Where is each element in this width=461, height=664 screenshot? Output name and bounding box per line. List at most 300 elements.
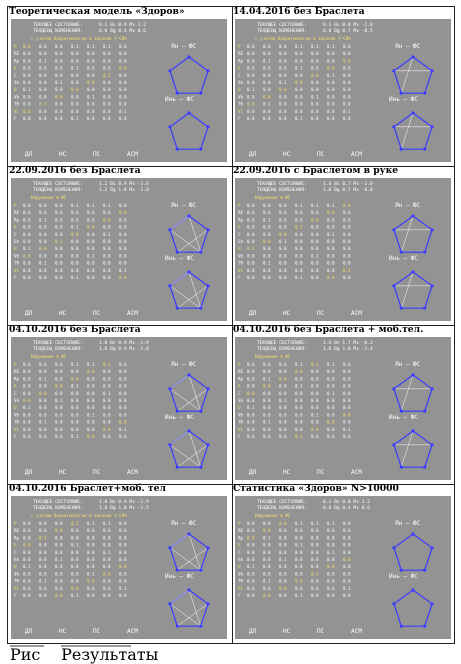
table-cell: 0.1 [71,521,79,526]
yan-pentagon [392,55,433,94]
table-cell: 0.0 [279,369,287,375]
table-cell: 0.0 [87,398,95,403]
table-cell: 0.1 [295,203,303,208]
table-cell: 0.0 [23,383,31,389]
table-cell: 0.0 [87,578,95,584]
table-cell: 0.0 [327,434,335,439]
table-cell: 0.0 [295,246,303,252]
table-cell: 0.1 [103,72,111,78]
table-cell: 0.0 [295,571,303,577]
table-cell: 0.0 [87,72,95,78]
table-cell: 0.0 [343,210,351,216]
table-cell: 0.1 [71,275,79,280]
table-cell: 0.0 [343,224,351,230]
cell-title: 22.09.2016 без Браслета [9,165,141,176]
table-cell: 0.0 [311,72,319,78]
table-cell: 0.1 [39,578,47,584]
table-cell: 0.0 [119,275,127,280]
table-cell: 0.1 [295,116,303,121]
table-cell: 0.0 [39,405,47,411]
table-cell: 0.0 [343,80,351,85]
cell-title: Теоретическая модель «Здоров» [9,6,185,17]
table-cell: 0.0 [71,58,79,64]
yan-pentagon [168,55,209,94]
table-cell: 0.0 [87,390,95,396]
table-cell: 0.0 [23,101,31,107]
table-cell: 0.1 [247,564,255,570]
table-cell: 0.0 [87,593,95,598]
yan-pentagon [168,373,209,412]
table-cell: 0.0 [247,210,255,216]
table-cell: 0.0 [247,267,255,273]
table-cell: 0.0 [343,51,351,57]
table-cell: 0.0 [247,535,255,541]
trend-value: 1.0 Bg 1.0 Mx -1.5 [99,506,149,511]
table-cell: 0.0 [343,578,351,584]
table-cell: 0.1 [327,44,335,49]
diagnostic-screen [235,178,451,321]
table-cell: 0.0 [71,246,79,252]
diagnostic-screen-svg [235,337,451,480]
yan-label: Ян — ФС [395,520,421,527]
table-cell: 0.0 [23,434,31,439]
bottom-label: ПС [317,310,325,317]
trend-value: 1.0 Bg 0.9 Mx -1.0 [99,347,149,352]
status-value: 0.1 Bs 0.8 Mx -2.0 [323,23,373,28]
table-cell: 0.0 [279,260,287,266]
table-cell: 0.0 [55,434,63,439]
table-cell: 0.0 [103,557,111,562]
table-cell: 0.0 [295,253,303,259]
table-cell: 0.0 [327,239,335,244]
status-label: ТЕКУЩЕЕ СОСТОЯНИЕ: [257,23,307,28]
yin-label: Инь — ФС [165,573,194,580]
table-cell: 0.0 [87,65,95,71]
table-cell: 0.0 [343,116,351,121]
table-cell: 0.0 [311,578,319,584]
diagnostic-screen-svg [11,337,227,480]
table-cell: 0.0 [279,65,287,71]
cell-title: 14.04.2016 без Браслета [233,6,365,17]
table-cell: 0.0 [327,260,335,266]
table-cell: 0.0 [55,528,63,534]
table-cell: 0.0 [263,542,271,548]
trend-label: ТЕНДЕНЦ ИЗМЕНЕНИЯ: [33,506,83,511]
row-label: E [238,224,241,230]
table-cell: 0.0 [55,564,63,570]
row-label: RE [14,210,20,216]
row-label: TR [14,419,20,425]
table-cell: 0.0 [279,383,287,389]
table-cell: 0.0 [311,260,319,266]
table-cell: 0.0 [55,224,63,230]
table-cell: 0.0 [295,80,303,85]
yan-pentagon [392,214,433,253]
table-cell: 0.0 [263,94,271,100]
trend-value: 0.0 Bg 0.4 Mx 0.6 [323,506,371,511]
row-label: Sh [14,398,20,403]
table-cell: 0.0 [103,398,111,403]
row-label: Vi [14,108,20,114]
table-cell: 0.1 [71,44,79,49]
table-cell: 0.0 [103,412,111,418]
table-cell: 0.0 [103,369,111,375]
table-cell: 0.0 [119,578,127,584]
row-label: E [238,65,241,71]
row-label: P [14,362,17,367]
row-label: Sh [238,239,244,244]
table-cell: 0.0 [55,94,63,100]
table-cell: 0.0 [55,116,63,121]
table-cell: 0.0 [263,383,271,389]
trend-label: ТЕНДЕНЦ ИЗМЕНЕНИЯ: [257,347,307,352]
table-cell: 0.0 [39,108,47,114]
table-cell: 0.1 [295,65,303,71]
table-cell: 0.0 [343,217,351,223]
table-cell: 0.0 [279,434,287,439]
diagnostic-screen-svg [235,19,451,162]
row-label: RE [238,369,244,375]
table-cell: 0.0 [39,542,47,548]
table-cell: 0.0 [343,203,351,208]
table-cell: 0.0 [23,267,31,273]
row-label: F [14,434,17,439]
table-cell: 0.0 [311,557,319,562]
table-cell: 0.0 [103,434,111,439]
table-cell: 0.0 [295,549,303,555]
table-cell: 0.0 [119,246,127,252]
table-cell: 0.0 [343,239,351,244]
table-cell: 0.1 [87,253,95,259]
table-cell: 0.0 [55,246,63,252]
table-cell: 0.0 [39,239,47,244]
table-cell: 0.1 [39,535,47,541]
table-cell: 0.0 [311,398,319,403]
table-cell: 0.0 [71,94,79,100]
table-cell: 0.0 [263,275,271,280]
table-cell: 0.1 [55,398,63,403]
table-cell: 0.1 [103,203,111,208]
table-cell: 0.0 [39,585,47,591]
yin-label: Инь — ФС [165,414,194,421]
table-cell: 0.0 [295,585,303,591]
table-cell: 0.0 [103,58,111,64]
table-cell: 0.0 [311,564,319,570]
row-label: C [14,390,17,396]
bottom-label: ДЛ [25,469,33,476]
cell-title: 22.09.2016 с Браслетом в руке [233,165,399,176]
table-cell: 0.1 [103,231,111,237]
table-cell: 0.0 [39,362,47,367]
table-cell: 0.0 [119,390,127,396]
table-cell: 0.0 [39,369,47,375]
table-cell: 0.0 [71,405,79,411]
bottom-label: АСМ [127,310,138,317]
row-label: RE [238,51,244,57]
table-cell: 0.0 [263,521,271,526]
table-cell: 0.0 [343,593,351,598]
table-cell: 0.0 [247,369,255,375]
table-cell: 0.1 [295,383,303,389]
table-cell: 0.0 [279,51,287,57]
table-cell: 0.0 [87,246,95,252]
table-cell: 0.0 [23,571,31,577]
table-cell: 0.1 [87,44,95,49]
table-cell: 0.0 [103,217,111,223]
table-cell: 0.0 [247,426,255,432]
table-cell: 0.0 [87,426,95,432]
table-cell: 0.0 [247,224,255,230]
table-cell: 0.0 [327,210,335,216]
legend-text: Нарушения в ФС [255,195,291,200]
bottom-label: НС [283,469,291,476]
table-cell: 0.0 [39,87,47,93]
row-label: C [14,231,17,237]
trend-label: ТЕНДЕНЦ ИЗМЕНЕНИЯ: [257,29,307,34]
table-cell: 0.0 [103,383,111,389]
table-cell: 0.0 [247,260,255,266]
bottom-label: НС [59,469,67,476]
table-cell: 0.0 [71,398,79,403]
table-cell: 0.0 [71,535,79,541]
table-cell: 0.0 [23,44,31,49]
table-cell: 0.0 [247,108,255,114]
table-cell: 0.0 [279,116,287,121]
table-cell: 0.0 [263,87,271,93]
table-cell: 0.0 [327,557,335,562]
yan-pentagon [392,373,433,412]
bottom-label: ПС [317,628,325,635]
row-label: P [238,362,241,367]
table-cell: 0.1 [103,362,111,367]
table-cell: 0.1 [327,390,335,396]
table-cell: 0.1 [71,362,79,367]
table-cell: 0.0 [279,217,287,223]
row-label: F [238,434,241,439]
table-cell: 0.0 [279,376,287,382]
bottom-label: АСМ [351,310,362,317]
table-cell: 0.0 [39,253,47,259]
table-cell: 0.0 [247,72,255,78]
table-cell: 0.0 [343,412,351,418]
table-cell: 0.0 [343,246,351,252]
table-cell: 0.0 [87,116,95,121]
table-cell: 0.0 [87,419,95,425]
table-cell: 0.0 [295,231,303,237]
table-cell: 0.0 [295,72,303,78]
table-cell: 0.0 [71,578,79,584]
bottom-label: АСМ [127,628,138,635]
table-cell: 0.0 [71,87,79,93]
trend-value: 1.2 Bg 1.0 Mx -1.0 [99,188,149,193]
table-cell: 0.0 [119,542,127,548]
table-cell: 0.0 [103,542,111,548]
table-cell: 0.0 [23,224,31,230]
table-cell: 0.0 [295,528,303,534]
table-cell: 0.0 [55,87,63,93]
table-cell: 0.0 [23,210,31,216]
table-cell: 0.0 [343,362,351,367]
table-cell: 0.0 [279,362,287,367]
table-cell: 0.1 [39,101,47,107]
bottom-label: ПС [317,469,325,476]
status-label: ТЕКУЩЕЕ СОСТОЯНИЕ: [33,341,83,346]
row-label: Sh [238,557,244,562]
row-label: Rp [238,217,244,223]
diagnostic-screen-svg [235,178,451,321]
table-cell: 0.0 [311,116,319,121]
table-cell: 0.1 [327,362,335,367]
table-cell: 0.0 [263,231,271,237]
table-cell: 0.0 [71,217,79,223]
diagnostic-screen [11,178,227,321]
row-label: TR [14,260,20,266]
bottom-label: НС [59,151,67,158]
table-cell: 0.0 [103,94,111,100]
table-cell: 0.0 [55,571,63,577]
table-cell: 0.0 [71,80,79,85]
table-cell: 0.0 [119,217,127,223]
table-cell: 0.1 [87,203,95,208]
table-cell: 0.0 [279,58,287,64]
table-cell: 0.1 [295,362,303,367]
table-cell: 0.0 [103,571,111,577]
row-label: C [14,72,17,78]
table-cell: 0.0 [103,267,111,273]
table-cell: 0.0 [23,108,31,114]
table-cell: 0.0 [247,362,255,367]
table-cell: 0.0 [263,51,271,57]
table-cell: 0.0 [87,275,95,280]
table-cell: 0.0 [311,51,319,57]
table-cell: 0.0 [343,398,351,403]
table-cell: 0.0 [71,549,79,555]
table-cell: 0.1 [119,267,127,273]
table-cell: 0.0 [39,231,47,237]
table-cell: 0.0 [55,65,63,71]
table-cell: 0.0 [71,585,79,591]
table-cell: 0.0 [327,116,335,121]
table-cell: 0.0 [87,528,95,534]
table-cell: 0.1 [327,521,335,526]
table-cell: 0.1 [71,542,79,548]
status-value: 1.2 Bs 0.9 Mx -2.6 [99,182,149,187]
row-label: F [238,275,241,280]
table-cell: 0.1 [119,585,127,591]
trend-label: ТЕНДЕНЦ ИЗМЕНЕНИЯ: [33,347,83,352]
table-cell: 0.0 [279,108,287,114]
trend-label: ТЕНДЕНЦ ИЗМЕНЕНИЯ: [33,29,83,34]
row-label: P [238,44,241,49]
table-cell: 0.0 [87,260,95,266]
row-label: U [238,405,241,411]
table-cell: 0.0 [103,405,111,411]
status-label: ТЕКУЩЕЕ СОСТОЯНИЕ: [33,182,83,187]
row-label: U [238,87,241,93]
table-cell: 0.0 [87,369,95,375]
yan-label: Ян — ФС [171,361,197,368]
diagnostic-screen [235,337,451,480]
table-cell: 0.0 [279,203,287,208]
table-cell: 0.0 [263,398,271,403]
table-cell: 0.0 [279,87,287,93]
bottom-label: АСМ [127,469,138,476]
table-cell: 0.0 [23,390,31,396]
table-cell: 0.0 [23,260,31,266]
table-cell: 0.0 [55,217,63,223]
table-cell: 0.0 [247,383,255,389]
yin-pentagon [392,588,433,627]
table-cell: 0.0 [247,376,255,382]
table-cell: 0.0 [23,65,31,71]
table-cell: 0.1 [39,260,47,266]
table-cell: 0.1 [279,80,287,85]
table-cell: 0.0 [327,108,335,114]
table-cell: 0.1 [295,542,303,548]
table-cell: 0.0 [39,571,47,577]
table-cell: 0.1 [311,203,319,208]
table-cell: 0.0 [55,426,63,432]
row-label: TR [238,101,244,107]
table-cell: 0.0 [119,549,127,555]
table-cell: 0.0 [263,564,271,570]
row-label: Rp [238,535,244,541]
legend-text: Нарушения в ФС [255,513,291,518]
table-cell: 0.1 [23,246,31,252]
table-cell: 0.1 [87,362,95,367]
table-cell: 0.1 [311,571,319,577]
table-cell: 0.0 [87,224,95,230]
table-cell: 0.0 [343,549,351,555]
cell-title: 04.10.2016 без Браслета + моб.тел. [233,324,424,335]
table-cell: 0.0 [23,419,31,425]
table-cell: 0.0 [103,585,111,591]
table-cell: 0.0 [263,203,271,208]
table-cell: 0.0 [71,72,79,78]
table-cell: 0.1 [23,564,31,570]
legend-text: Нарушения в ФС [31,354,67,359]
table-cell: 0.1 [23,405,31,411]
table-cell: 0.0 [55,593,63,598]
table-cell: 0.0 [71,267,79,273]
table-cell: 0.0 [119,210,127,216]
table-cell: 0.0 [295,260,303,266]
row-label: C [238,549,241,555]
table-cell: 0.0 [103,51,111,57]
bottom-label: АСМ [127,151,138,158]
table-cell: 0.0 [263,253,271,259]
bottom-label: ДЛ [249,628,257,635]
table-cell: 0.0 [71,260,79,266]
table-cell: 0.1 [263,578,271,584]
table-cell: 0.0 [87,210,95,216]
table-cell: 0.1 [263,217,271,223]
footer-word: Рис [10,645,44,647]
status-label: ТЕКУЩЕЕ СОСТОЯНИЕ: [257,341,307,346]
table-cell: 0.0 [55,210,63,216]
table-cell: 0.1 [327,549,335,555]
table-cell: 0.0 [327,578,335,584]
bottom-label: ДЛ [25,151,33,158]
table-cell: 0.0 [311,419,319,425]
row-label: C [14,549,17,555]
row-label: Vi [14,585,20,591]
table-cell: 0.0 [39,72,47,78]
table-cell: 0.0 [87,434,95,439]
table-cell: 0.0 [23,369,31,375]
bottom-label: ДЛ [249,310,257,317]
table-cell: 0.0 [247,231,255,237]
